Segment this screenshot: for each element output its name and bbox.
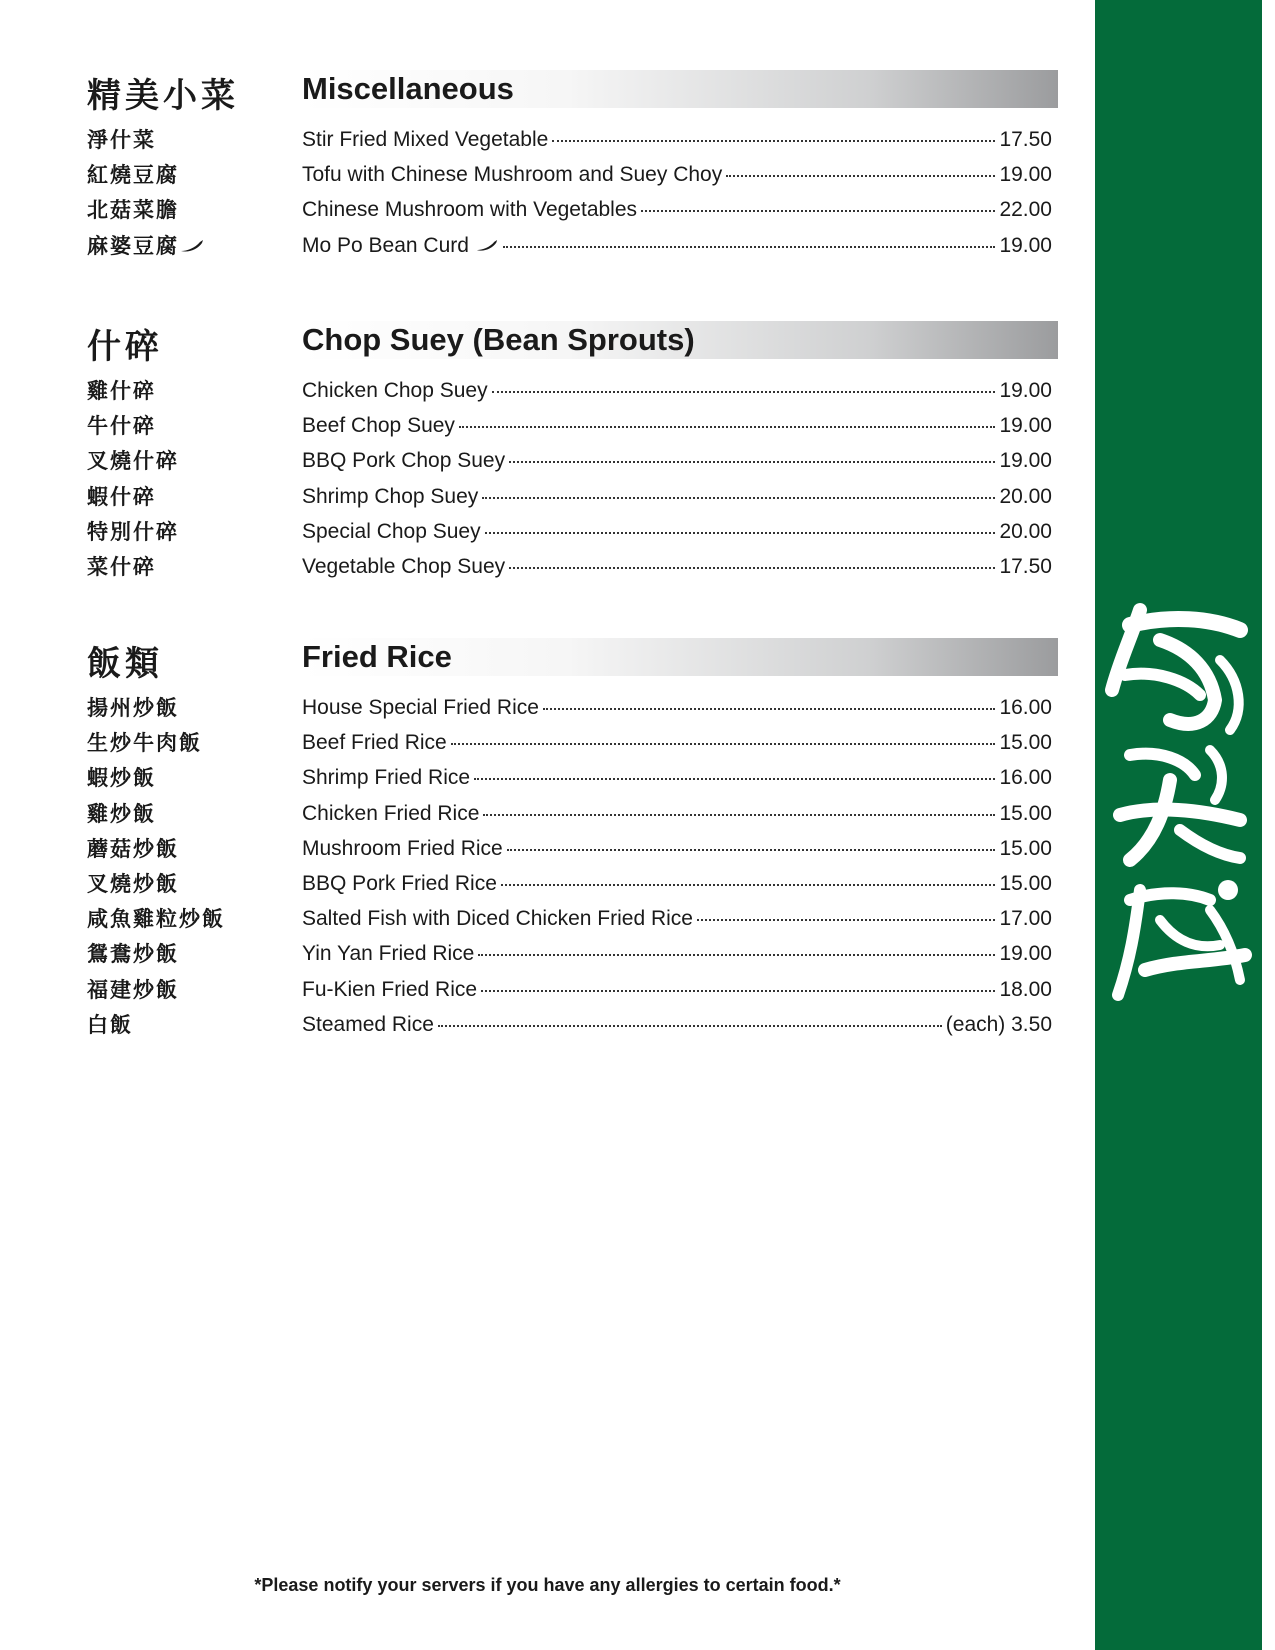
dot-leader — [481, 990, 995, 992]
chili-pepper-icon — [475, 228, 499, 263]
dot-leader — [503, 246, 996, 248]
menu-item — [302, 408, 1052, 443]
cn-item: 菜什碎 — [87, 553, 156, 579]
menu-item — [302, 373, 1052, 408]
cn-item: 牛什碎 — [87, 413, 156, 439]
menu-item — [302, 549, 1052, 584]
item-price: 19.00 — [999, 942, 1052, 966]
item-name: Shrimp Fried Rice — [302, 766, 471, 790]
menu-item — [302, 866, 1052, 901]
item-price: 19.00 — [999, 379, 1052, 402]
section-cn-title: 飯類 — [87, 644, 163, 684]
item-name: BBQ Pork Chop Suey — [302, 449, 506, 473]
item-price: 19.00 — [999, 233, 1052, 257]
dot-leader — [507, 849, 996, 851]
item-name: BBQ Pork Fried Rice — [302, 871, 497, 895]
cn-item-list — [87, 373, 179, 584]
item-price: 15.00 — [999, 801, 1052, 825]
item-price: 15.00 — [999, 731, 1052, 755]
item-price: 17.50 — [999, 128, 1052, 151]
item-price: 15.00 — [999, 836, 1052, 860]
dot-leader — [474, 778, 995, 780]
item-price: 15.00 — [999, 871, 1052, 895]
menu-item — [302, 122, 1052, 157]
dot-leader — [552, 140, 995, 142]
item-name: Fu-Kien Fried Rice — [302, 977, 478, 1001]
dot-leader — [482, 497, 995, 499]
item-name: House Special Fried Rice — [302, 696, 539, 719]
item-price: 22.00 — [999, 198, 1052, 222]
menu-item — [302, 760, 1052, 795]
dot-leader — [438, 1025, 942, 1027]
item-price: 16.00 — [999, 766, 1052, 790]
cn-item: 揚州炒飯 — [87, 695, 179, 720]
cn-item: 福建炒飯 — [87, 976, 179, 1002]
item-name: Vegetable Chop Suey — [302, 554, 506, 578]
cn-item: 白飯 — [87, 1011, 133, 1037]
menu-item-spicy — [302, 228, 1052, 263]
menu-item — [302, 690, 1052, 725]
item-name: Shrimp Chop Suey — [302, 484, 479, 508]
cn-item: 叉燒炒飯 — [87, 870, 179, 896]
chili-pepper-icon — [179, 233, 205, 258]
item-name: Chicken Chop Suey — [302, 379, 488, 402]
cn-item: 蘑菇炒飯 — [87, 835, 179, 861]
item-price: 20.00 — [999, 484, 1052, 508]
menu-item — [302, 901, 1052, 936]
dot-leader — [501, 884, 996, 886]
dot-leader — [697, 919, 995, 921]
item-price: 20.00 — [999, 519, 1052, 543]
menu-item-list — [302, 122, 1052, 263]
cn-item-spicy — [87, 228, 205, 263]
cn-item-list — [87, 122, 205, 263]
item-name: Chinese Mushroom with Vegetables — [302, 198, 638, 222]
section-cn-title: 什碎 — [87, 327, 163, 367]
cn-item: 北菇菜膽 — [87, 197, 179, 223]
item-name: Mushroom Fried Rice — [302, 836, 503, 860]
dot-leader — [543, 708, 996, 710]
item-name: Salted Fish with Diced Chicken Fried Rice — [302, 907, 693, 931]
section-title: Fried Rice — [302, 639, 452, 674]
menu-item — [302, 157, 1052, 192]
dot-leader — [509, 567, 995, 569]
dot-leader — [478, 954, 995, 956]
menu-item — [302, 936, 1052, 971]
dot-leader — [483, 814, 995, 816]
cn-item-label: 麻婆豆腐 — [87, 232, 179, 258]
item-price: 17.50 — [999, 554, 1052, 578]
item-name: Chicken Fried Rice — [302, 801, 480, 825]
dot-leader — [509, 461, 995, 463]
cn-item: 蝦什碎 — [87, 483, 156, 509]
dot-leader — [451, 743, 996, 745]
cn-item: 鴛鴦炒飯 — [87, 941, 179, 967]
item-price: 19.00 — [999, 449, 1052, 473]
cn-item-list — [87, 690, 225, 1042]
menu-item — [302, 192, 1052, 227]
section-title: Miscellaneous — [302, 71, 514, 106]
calligraphy-logo — [1100, 600, 1260, 1040]
cn-item: 生炒牛肉飯 — [87, 730, 202, 756]
cn-item: 蝦炒飯 — [87, 765, 156, 791]
item-name: Mo Po Bean Curd — [302, 233, 469, 257]
menu-item — [302, 443, 1052, 478]
section-title: Chop Suey (Bean Sprouts) — [302, 322, 695, 357]
cn-item: 雞什碎 — [87, 378, 156, 403]
item-name: Special Chop Suey — [302, 519, 481, 543]
cn-item: 咸魚雞粒炒飯 — [87, 906, 225, 932]
item-price: (each) 3.50 — [945, 1012, 1052, 1036]
menu-item — [302, 725, 1052, 760]
menu-item — [302, 831, 1052, 866]
menu-item — [302, 479, 1052, 514]
item-price: 19.00 — [999, 163, 1052, 187]
cn-item: 叉燒什碎 — [87, 448, 179, 474]
menu-item — [302, 796, 1052, 831]
item-price: 18.00 — [999, 977, 1052, 1001]
cn-item: 淨什菜 — [87, 127, 156, 152]
menu-item — [302, 972, 1052, 1007]
dot-leader — [641, 210, 995, 212]
dot-leader — [726, 175, 995, 177]
item-name: Steamed Rice — [302, 1012, 434, 1036]
section-cn-title: 精美小菜 — [87, 76, 239, 116]
dot-leader — [459, 426, 996, 428]
menu-item — [302, 514, 1052, 549]
cn-item: 雞炒飯 — [87, 800, 156, 826]
cn-item: 特別什碎 — [87, 518, 179, 544]
item-name: Beef Fried Rice — [302, 731, 447, 755]
allergy-footnote: *Please notify your servers if you have any allergies to certain food.* — [254, 1575, 841, 1595]
dot-leader — [485, 532, 996, 534]
item-price: 16.00 — [999, 696, 1052, 719]
dot-leader — [492, 391, 996, 393]
item-name: Beef Chop Suey — [302, 414, 455, 438]
item-name: Stir Fried Mixed Vegetable — [302, 128, 549, 151]
menu-item-list — [302, 373, 1052, 584]
menu-item — [302, 1007, 1052, 1042]
item-price: 17.00 — [999, 907, 1052, 931]
item-name: Yin Yan Fried Rice — [302, 942, 475, 966]
item-name: Tofu with Chinese Mushroom and Suey Choy — [302, 163, 723, 187]
cn-item: 紅燒豆腐 — [87, 162, 179, 188]
item-price: 19.00 — [999, 414, 1052, 438]
menu-item-list — [302, 690, 1052, 1042]
